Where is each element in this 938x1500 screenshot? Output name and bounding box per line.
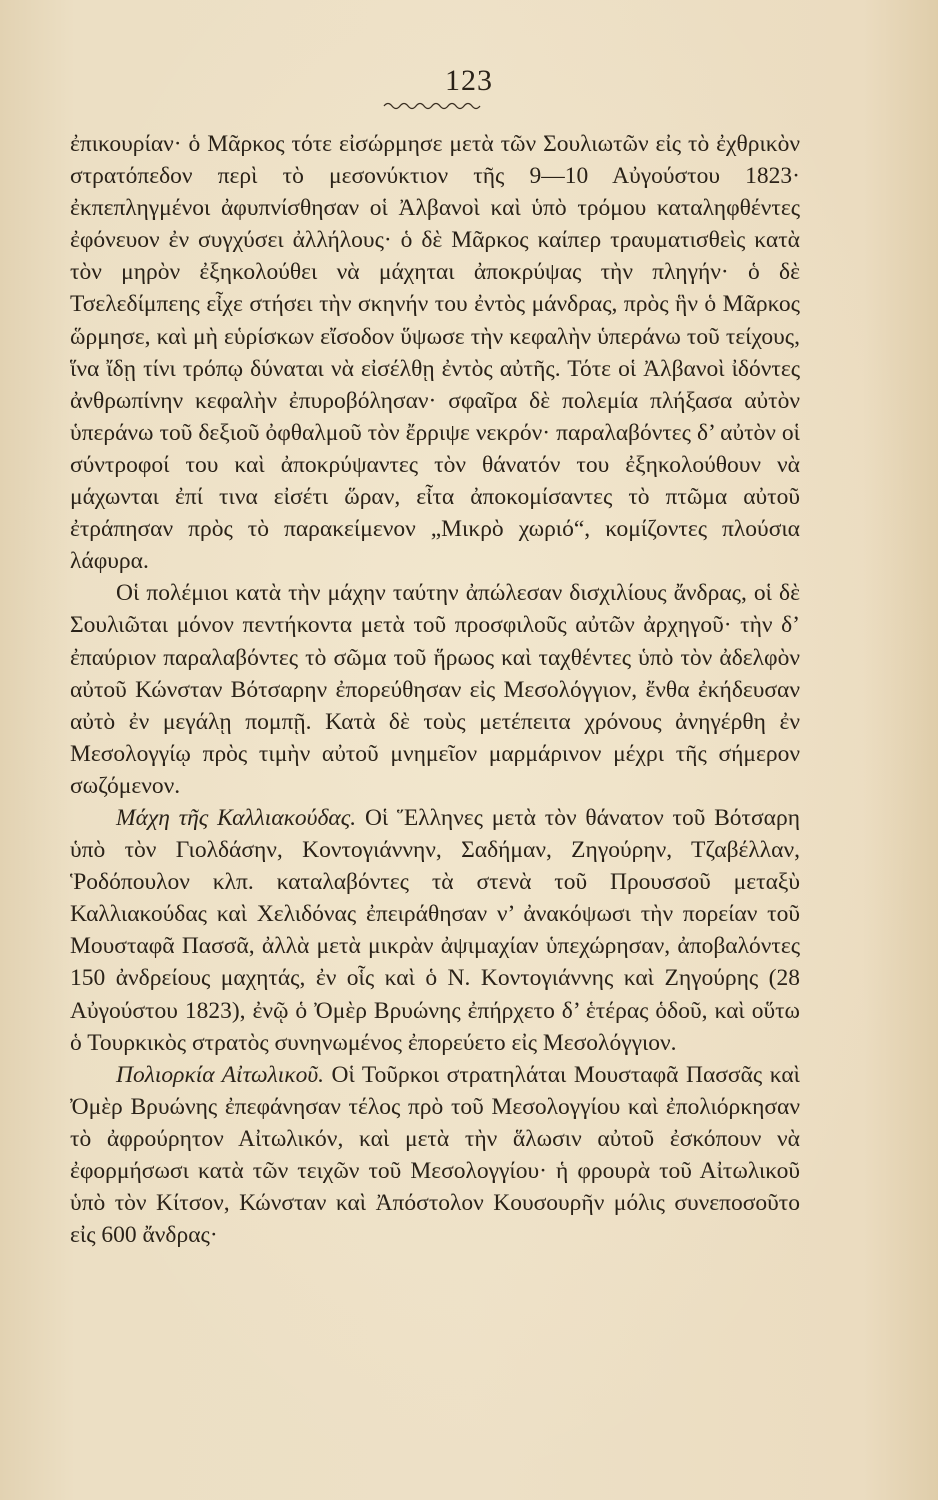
paragraph-2 bbox=[70, 577, 800, 802]
page-number: 123 bbox=[445, 64, 493, 97]
paragraph-1 bbox=[70, 128, 800, 577]
paragraph-4-text: Οἱ Τοῦρκοι στρατηλάται Μουσταφᾶ Πασσᾶς καὶ Ὀμὲρ Βρυώνης ἐπεφάνησαν τέλος πρὸ τοῦ Μεσολογγίου καὶ ἐπολιόρκησαν τὸ ἀφρούρητον Αἰτωλικόν, καὶ μετὰ τὴν ἅλωσιν αὐτοῦ ἐσκόπουν νὰ ἐφορμήσωσι κατὰ τῶν τειχῶν τοῦ Μεσολογγίου· ἡ φρουρὰ τοῦ Αἰτωλικοῦ ὑπὸ τὸν Κίτσον, Κώνσταν καὶ Ἀπόστολον Κουσουρῆν μόλις συνεποσοῦτο εἰς 600 ἄνδρας· bbox=[70, 1061, 800, 1249]
paragraph-1-text: ἐπικουρίαν· ὁ Μᾶρκος τότε εἰσώρμησε μετὰ τῶν Σουλιωτῶν εἰς τὸ ἐχθρικὸν στρατόπεδον περὶ τὸ μεσονύκτιον τῆς 9—10 Αὐγούστου 1823· ἐκπεπληγμένοι ἀφυπνίσθησαν οἱ Ἀλβανοὶ καὶ ὑπὸ τρόμου καταληφθέντες ἐφόνευον ἐν συγχύσει ἀλλήλους· ὁ δὲ Μᾶρκος καίπερ τραυματισθεὶς κατὰ τὸν μηρὸν ἐξηκολούθει νὰ μάχηται ἀποκρύψας τὴν πληγήν· ὁ δὲ Τσελεδίμπεης εἶχε στήσει τὴν σκηνήν του ἐντὸς μάνδρας, πρὸς ἣν ὁ Μᾶρκος ὥρμησε, καὶ μὴ εὑρίσκων εἴσοδον ὕψωσε τὴν κεφαλὴν ὑπεράνω τοῦ τείχους, ἵνα ἴδῃ τίνι τρόπῳ δύναται νὰ εἰσέλθῃ ἐντὸς αὐτῆς. Τότε οἱ Ἀλβανοὶ ἰδόντες ἀνθρωπίνην κεφαλὴν ἐπυροβόλησαν· σφαῖρα δὲ πολεμία πλήξασα αὐτὸν ὑπεράνω τοῦ δεξιοῦ ὀφθαλμοῦ τὸν ἔρριψε νεκρόν· παραλαβόντες δ’ αὐτὸν οἱ σύντροφοί του καὶ ἀποκρύψαντες τὸν θάνατόν του ἐξηκολούθουν νὰ μάχωνται ἐπί τινα εἰσέτι ὥραν, εἶτα ἀποκομίσαντες τὸ πτῶμα αὐτοῦ ἐτράπησαν πρὸς τὸ παρακείμενον „Μικρὸ χωριό“, κομίζοντες πλούσια λάφυρα. bbox=[70, 131, 800, 575]
wavy-ornament bbox=[382, 100, 482, 112]
section-heading-kalliakouda: Μάχη τῆς Καλλιακούδας. bbox=[116, 804, 357, 831]
section-heading-aitoliko: Πολιορκία Αἰτωλικοῦ. bbox=[116, 1061, 324, 1088]
paragraph-3 bbox=[70, 802, 800, 1059]
paragraph-2-text: Οἱ πολέμιοι κατὰ τὴν μάχην ταύτην ἀπώλεσαν δισχιλίους ἄνδρας, οἱ δὲ Σουλιῶται μόνον πεντήκοντα μετὰ τοῦ προσφιλοῦς αὐτῶν ἀρχηγοῦ· τὴν δ’ ἐπαύριον παραλαβόντες τὸ σῶμα τοῦ ἥρωος καὶ ταχθέντες ὑπὸ τὸν ἀδελφὸν αὐτοῦ Κώνσταν Βότσαρην ἐπορεύθησαν εἰς Μεσολόγγιον, ἔνθα ἐκήδευσαν αὐτὸ ἐν μεγάλῃ πομπῇ. Κατὰ δὲ τοὺς μετέπειτα χρόνους ἀνηγέρθη ἐν Μεσολογγίῳ πρὸς τιμὴν αὐτοῦ μνημεῖον μαρμάρινον μέχρι τῆς σήμερον σωζόμενον. bbox=[70, 580, 800, 799]
body-text bbox=[70, 128, 800, 1251]
paragraph-3-text: Οἱ Ἕλληνες μετὰ τὸν θάνατον τοῦ Βότσαρη ὑπὸ τὸν Γιολδάσην, Κοντογιάννην, Σαδήμαν, Ζηγούρην, Τζαβέλλαν, Ῥοδόπουλον κλπ. καταλαβόντες τὰ στενὰ τοῦ Προυσσοῦ μεταξὺ Καλλιακούδας καὶ Χελιδόνας ἐπειράθησαν ν’ ἀνακόψωσι τὴν πορείαν τοῦ Μουσταφᾶ Πασσᾶ, ἀλλὰ μετὰ μικρὰν ἀψιμαχίαν ὑπεχώρησαν, ἀποβαλόντες 150 ἀνδρείους μαχητάς, ἐν οἷς καὶ ὁ Ν. Κοντογιάννης καὶ Ζηγούρης (28 Αὐγούστου 1823), ἐνῷ ὁ Ὀμὲρ Βρυώνης ἐπήρχετο δ’ ἑτέρας ὁδοῦ, καὶ οὕτω ὁ Τουρκικὸς στρατὸς συνηνωμένος ἐπορεύετο εἰς Μεσολόγγιον. bbox=[70, 804, 800, 1056]
paragraph-4 bbox=[70, 1059, 800, 1252]
